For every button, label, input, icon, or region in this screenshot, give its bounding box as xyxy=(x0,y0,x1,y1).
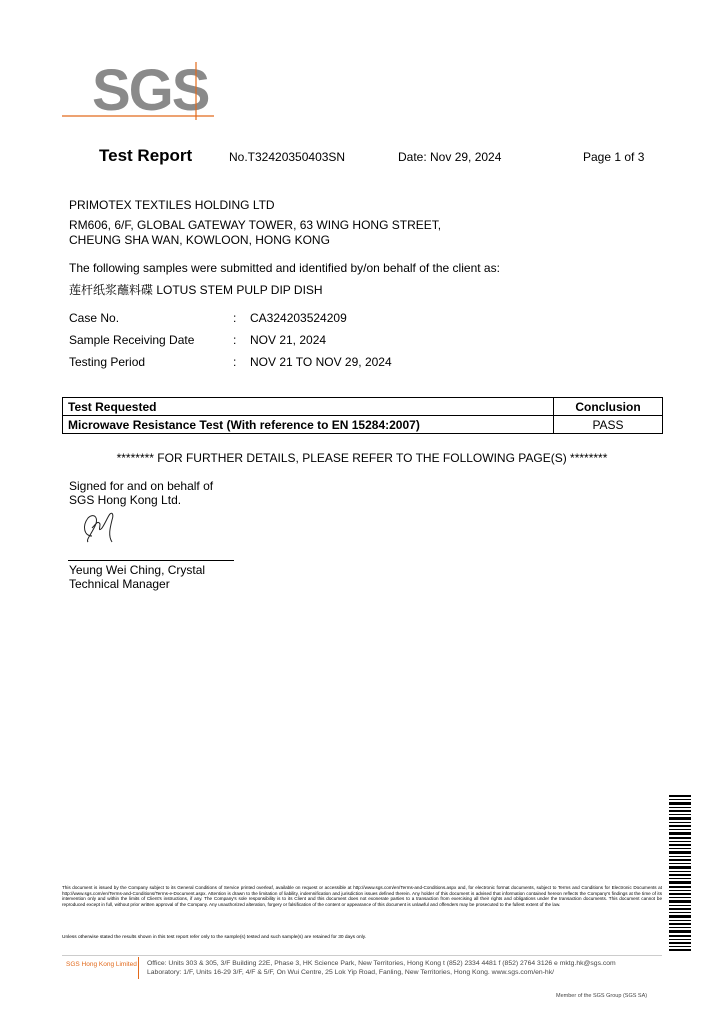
footer-member-note: Member of the SGS Group (SGS SA) xyxy=(556,993,648,999)
sgs-logo xyxy=(62,56,232,120)
barcode-image xyxy=(669,795,691,951)
client-address-line1: RM606, 6/F, GLOBAL GATEWAY TOWER, 63 WING HONG STREET, xyxy=(69,218,442,232)
client-address-line2: CHEUNG SHA WAN, KOWLOON, HONG KONG xyxy=(69,233,330,247)
signatory-name: Yeung Wei Ching, Crystal xyxy=(69,563,206,577)
sample-name: 莲杆纸浆蘸料碟 LOTUS STEM PULP DIP DISH xyxy=(69,283,323,297)
table-header-row xyxy=(63,398,663,416)
table-cell-conclusion: PASS xyxy=(554,416,663,434)
field-label-testing-period: Testing Period xyxy=(69,355,146,369)
field-value-testing-period: NOV 21 TO NOV 29, 2024 xyxy=(250,355,392,369)
sample-retention-note: Unless otherwise stated the results shown in this test report refer only to the sample(s) tested and such sample(s) are retained for 30 days only. xyxy=(62,935,367,940)
footer-addresses xyxy=(147,959,616,977)
footer-company-name: SGS Hong Kong Limited xyxy=(66,961,137,968)
field-sep: : xyxy=(233,333,237,347)
signed-for-line1: Signed for and on behalf of xyxy=(69,479,214,493)
further-details-note: ******** FOR FURTHER DETAILS, PLEASE REFER TO THE FOLLOWING PAGE(S) ******** xyxy=(116,451,608,465)
footer-separator xyxy=(138,957,139,979)
footer-divider xyxy=(62,955,662,956)
report-date: Date: Nov 29, 2024 xyxy=(398,150,502,164)
field-label-case-no: Case No. xyxy=(69,311,120,325)
intro-text: The following samples were submitted and identified by/on behalf of the client as: xyxy=(69,261,500,275)
signature-image xyxy=(78,506,122,546)
footer-lab-address: Laboratory: 1/F, Units 16-29 3/F, 4/F & 5/F, On Wui Centre, 25 Lok Yip Road, Fanling, New Territories, Hong Kong. www.sgs.com/en-hk/ xyxy=(147,969,554,976)
table-header-conclusion: Conclusion xyxy=(554,398,663,416)
client-name: PRIMOTEX TEXTILES HOLDING LTD xyxy=(69,198,275,212)
field-value-receiving-date: NOV 21, 2024 xyxy=(250,333,327,347)
test-results-table xyxy=(62,397,663,434)
field-sep: : xyxy=(233,311,237,325)
signatory-title: Technical Manager xyxy=(69,577,170,591)
report-title: Test Report xyxy=(99,146,193,165)
signed-for-line2: SGS Hong Kong Ltd. xyxy=(69,493,182,507)
page-indicator: Page 1 of 3 xyxy=(583,150,645,164)
field-sep: : xyxy=(233,355,237,369)
report-number: No.T32420350403SN xyxy=(229,150,346,164)
table-row xyxy=(63,416,663,434)
table-cell-test: Microwave Resistance Test (With reference to EN 15284:2007) xyxy=(63,416,554,434)
table-header-test: Test Requested xyxy=(63,398,554,416)
signature-line xyxy=(68,560,234,561)
logo-text: SGS xyxy=(92,58,209,120)
field-label-receiving-date: Sample Receiving Date xyxy=(69,333,195,347)
field-value-case-no: CA324203524209 xyxy=(250,311,347,325)
footer-office-address: Office: Units 303 & 305, 3/F Building 22E, Phase 3, HK Science Park, New Territories, Hong Kong t (852) 2334 4481 f (852) 2764 3126 e mktg.hk@sgs.com xyxy=(147,960,616,967)
legal-disclaimer: This document is issued by the Company subject to its General Conditions of Service printed overleaf, available on request or accessible at http://www.sgs.com/en/Terms-and-Conditions.aspx and, for electronic format documents, subject to Terms and Conditions for Electronic Documents at http://www.sgs.com/en/Terms-and-Conditions/Terms-e-Document.aspx. Attention is drawn to the limitation of liability, indemnification and jurisdiction issues defined therein. Any holder of this document is advised that information contained hereon reflects the Company's findings at the time of its intervention only and within the limits of Client's instructions, if any. The Company's sole responsibility is to its Client and this document does not exonerate parties to a transaction from exercising all their rights and obligations under the transaction documents. This document cannot be reproduced except in full, without prior written approval of the Company. Any unauthorized alteration, forgery or falsification of the content or appearance of this document is unlawful and offenders may be prosecuted to the fullest extent of the law. xyxy=(62,885,662,907)
